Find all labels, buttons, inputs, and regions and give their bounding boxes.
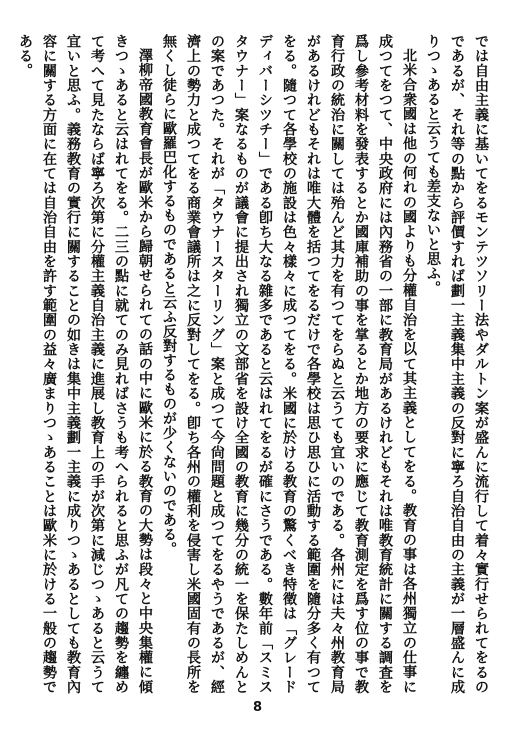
paragraph-3: 澤柳帝國教育會長が歐米から歸朝せられての話の中に歐米に於る教育の大勢は段々と中央集權に傾きつゝあると云はれてをる。二三の點に就てのみ見ればさうも考へられると思ふが凡ての趨勢を纏めて考へて見たならば寧ろ次第に分權主義自治主義に進展し教育上の手が次第に減じつゝあると云うて宜いと思ふ。義務教育の實行に關することの如きは集中主義劃一主義に成りつゝあるとしても教育內容に關する方面に在ては自治自由を許す範圍の益々廣まりつゝあることは歐米に於ける一般の趨勢である。 [17, 34, 153, 694]
paragraph-2: 北米合衆國は他の何れの國よりも分權自治を以て其主義としてをる。教育の事は各州獨立の仕事に成つてをつて、中央政府には內務省の一部に教育局があるけれどもそれは唯教育統計に關する調査を爲し參考材料を發表するとか國庫補助の事を掌るとか地方の要求に應じて教育測定を爲す位の事で教育行政の統治に關しては殆んど其力を有つてをらぬと云うても宜いのである。各州には夫々州教育局があるけれどもそれは唯大體を括つてをるだけで各學校は思ひ思ひに活動する範圍を隨分多く有つてをる。隨つて各學校の施設は色々樣々に成つてをる。米國に於ける教育の驚くべき特徵は「グレードディバーシツチー」である卽ち大なる雜多であると云はれてをるが確にさうである。數年前「スミスタウナー」案なるものが議會に提出され獨立の文部省を設け全國の教育に幾分の統一を保たしめんとの案であつた。それが「タウナースターリング」案と成つて今尙問題と成つてをるやうであるが、經濟上の勢力と成つてをる商業會議所は之に反對してをる。卽ち各州の權利を侵害し米國固有の長所を無くし徒らに歐羅巴化するものであると云ふ反對するものが少くないのである。 [161, 34, 417, 694]
vertical-text-block [17, 34, 493, 694]
page-number: 8 [252, 700, 263, 715]
paragraph-1: では自由主義に基いてをるモンテツソリー法やダルトン案が盛んに流行して着々實行せられてをるのであるが、それ等の點から評價すれば劃一主義集中主義の反對に寧ろ自治自由の主義が一層盛んに成りつゝあると云うても差支ないと思ふ。 [425, 34, 489, 694]
